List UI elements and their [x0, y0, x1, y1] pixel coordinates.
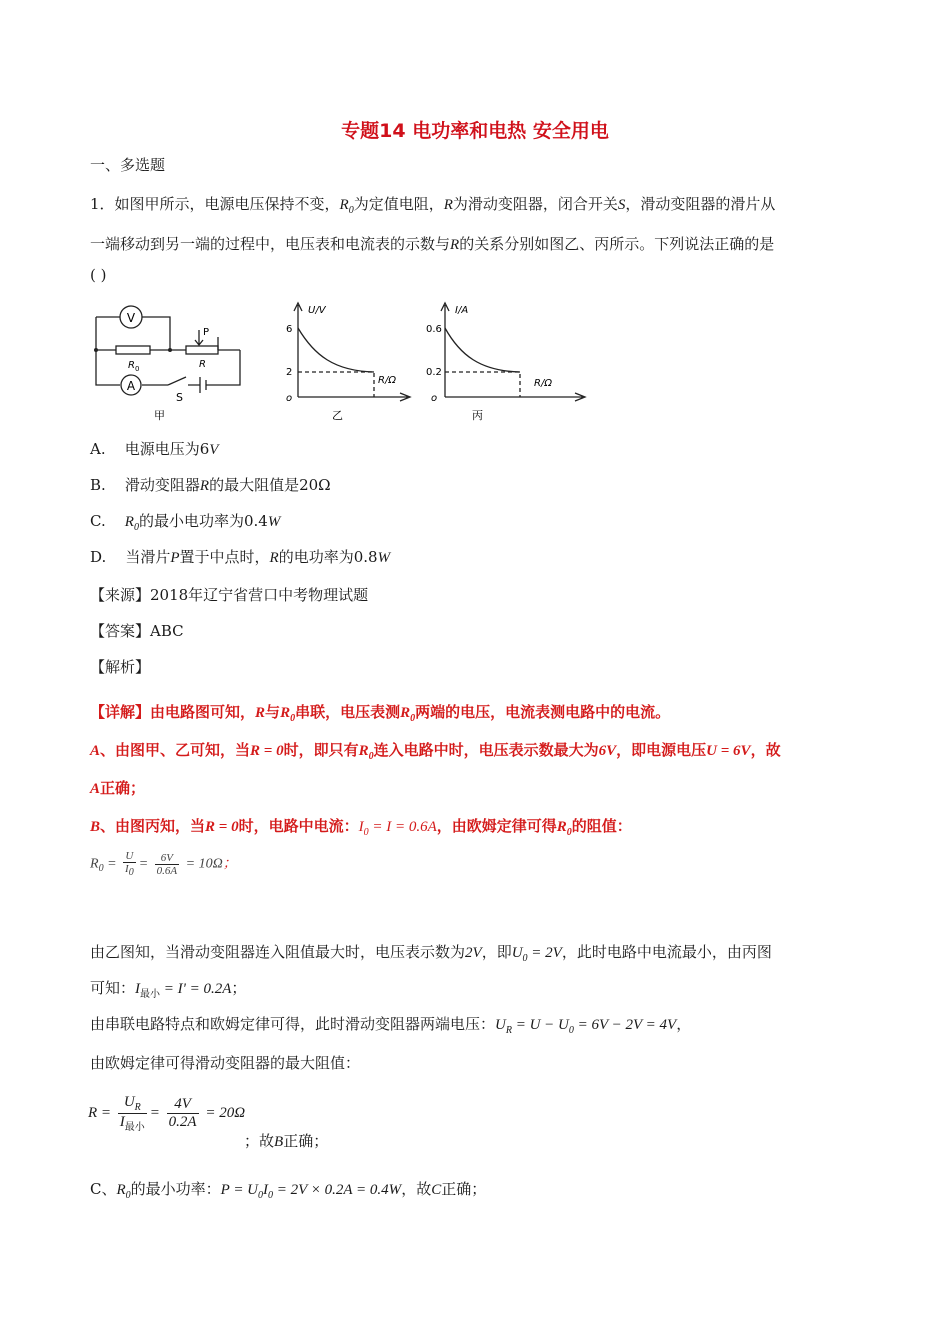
junction-node	[94, 348, 98, 352]
fig-jia-caption: 甲	[154, 409, 165, 422]
answer-line: 【答案】ABC	[90, 622, 184, 640]
yi-origin: o	[286, 393, 293, 404]
resistor-r0-label: R	[128, 360, 135, 371]
question-line-1: 1．如图甲所示，电源电压保持不变，$R_0$为定值电阻，R为滑动变阻器，闭合开关S，滑动变阻器的滑片从	[90, 195, 776, 216]
r0-symbol: $R_0$	[339, 197, 354, 216]
ammeter-label: A	[126, 379, 136, 393]
fig-bing-caption: 丙	[472, 409, 483, 422]
body-line-1: 由乙图知，当滑动变阻器连入阻值最大时，电压表示数为2V，即$U_0 = 2V$，此时电路中电流最小，由丙图	[90, 943, 772, 964]
graph-yi	[294, 303, 410, 401]
option-c: C. $R_0$的最小电功率为0.4W	[90, 512, 281, 533]
detail-line-4: B、由图丙知，当R = 0时，电路中电流：$I_0 = I = 0.6A$，由欧姆定律可得$R_0$的阻值：	[90, 817, 632, 838]
question-figures	[88, 295, 588, 423]
source-line: 【来源】2018年辽宁省营口中考物理试题	[90, 586, 369, 604]
yi-tick-top: 6	[286, 324, 293, 335]
switch-label: S	[176, 391, 183, 404]
fig-yi-caption: 乙	[332, 409, 343, 422]
option-d: D. 当滑片P置于中点时，R的电功率为0.8W	[90, 548, 391, 566]
option-a: A. 电源电压为6V	[90, 440, 219, 458]
analysis-label: 【解析】	[90, 658, 151, 676]
rheostat-label: R	[199, 359, 206, 370]
detail-line-2: A、由图甲、乙可知，当R = 0时，即只有$R_0$连入电路中时，电压表示数最大为6V，即电源电压U = 6V，故	[90, 741, 781, 762]
body-line-2: 可知：$I_{最小} = I' = 0.2A$；	[90, 979, 247, 1000]
yi-tick-low: 2	[286, 367, 293, 378]
yi-y-axis: U/V	[308, 305, 326, 316]
svg-text:0: 0	[135, 365, 140, 373]
option-b: B. 滑动变阻器R的最大阻值是20Ω	[90, 476, 331, 494]
bing-y-axis: I/A	[455, 305, 469, 316]
question-bracket: ( )	[90, 266, 107, 284]
detail-line-3: A正确；	[90, 779, 146, 797]
body-line-6: C、$R_0$的最小功率：$P = U_0I_0 = 2V \times 0.2A = 0.4W$，故C正确；	[90, 1180, 487, 1201]
graph-bing	[441, 303, 585, 401]
page-title: 专题14 电功率和电热 安全用电	[341, 120, 609, 142]
circuit-diagram	[96, 306, 240, 395]
detail-line-1: 【详解】由电路图可知，R与$R_0$串联，电压表测$R_0$两端的电压，电流表测电路中的电流。	[90, 703, 671, 724]
body-line-3: 由串联电路特点和欧姆定律可得，此时滑动变阻器两端电压：$U_R = U - U_0 = 6V - 2V = 4V$，	[90, 1015, 692, 1036]
body-line-4: 由欧姆定律可得滑动变阻器的最大阻值：	[90, 1054, 361, 1072]
bing-x-axis: R/Ω	[534, 378, 552, 389]
bing-tick-low: 0.2	[426, 367, 442, 378]
junction-node	[168, 348, 172, 352]
slider-label: P	[203, 327, 210, 338]
body-formula-rmax: R = $\frac{U_R}{I_{最小}}$ = $\frac{4V}{0.2A}$ = 20Ω	[88, 1094, 246, 1133]
yi-x-axis: R/Ω	[378, 375, 396, 386]
bing-tick-top: 0.6	[426, 324, 442, 335]
detail-formula-r0: $R_0$ = $\frac{U}{I_0}$ = $\frac{6V}{0.6A}$ = 10Ω；	[90, 850, 237, 879]
bing-origin: o	[431, 393, 438, 404]
voltmeter-label: V	[126, 311, 136, 325]
body-line-5-tail: ；故B正确；	[244, 1132, 329, 1150]
question-line-2: 一端移动到另一端的过程中，电压表和电流表的示数与R的关系分别如图乙、丙所示。下列说法正确的是	[90, 235, 775, 253]
section-heading: 一、多选题	[90, 156, 166, 174]
